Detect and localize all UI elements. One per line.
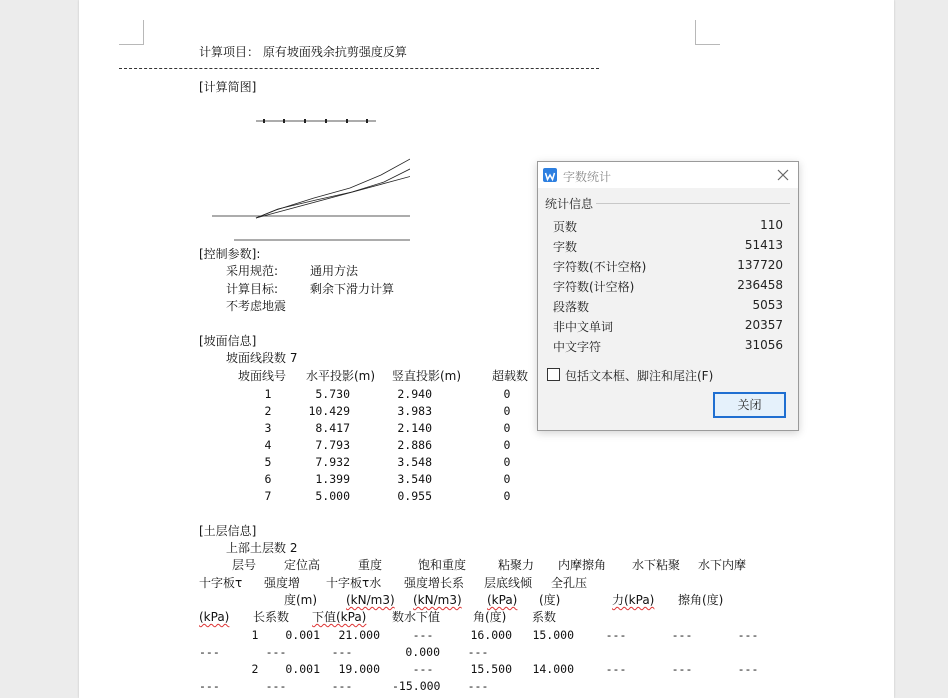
soil-header-cell: 十字板τ水 [326, 576, 382, 590]
soil-header-cell: (kN/m3) [346, 593, 395, 607]
slope-count: 坡面线段数 7 [226, 351, 298, 365]
soil-cell: 15.500 [470, 662, 512, 676]
stat-value: 31056 [744, 338, 783, 352]
soil-cell: 1 [251, 628, 259, 642]
slope-cell: 2 [264, 404, 272, 418]
stat-row [553, 278, 783, 296]
soil-cell: --- [605, 662, 627, 676]
slope-cell: 1 [264, 387, 272, 401]
soil-cell: --- [412, 628, 434, 642]
ctrl-key-3: 不考虑地震 [226, 299, 287, 313]
soil-header-cell: (度) [539, 593, 561, 607]
stat-label: 页数 [553, 220, 578, 234]
soil-cell: -15.000 [392, 679, 441, 693]
soil-cell: --- [671, 628, 693, 642]
slope-cell: 3.548 [397, 455, 432, 469]
slope-cell: 4 [264, 438, 272, 452]
word-count-dialog [537, 161, 799, 431]
include-textbox-footnote-label[interactable]: 包括文本框、脚注和尾注(F) [565, 369, 714, 383]
slope-cell: 3 [264, 421, 272, 435]
soil-header-cell: 十字板τ [199, 576, 243, 590]
slope-header-2: 水平投影(m) [306, 369, 376, 383]
stat-value: 137720 [737, 258, 783, 272]
section-control: [控制参数]: [199, 247, 261, 261]
slope-header-1: 坡面线号 [238, 369, 287, 383]
slope-cell: 3.540 [397, 472, 432, 486]
soil-cell: 0.001 [285, 662, 320, 676]
ctrl-val-1: 通用方法 [310, 264, 359, 278]
soil-cell: --- [467, 679, 489, 693]
soil-header-cell: 系数 [532, 610, 557, 624]
soil-header-cell: (kPa) [199, 610, 230, 624]
soil-header-cell: 水下粘聚 [632, 558, 681, 572]
soil-cell: 16.000 [470, 628, 512, 642]
slope-cell: 1.399 [315, 472, 350, 486]
soil-cell: --- [199, 679, 220, 693]
stat-label: 非中文单词 [553, 320, 614, 334]
stat-label: 字数 [553, 240, 578, 254]
soil-header-cell: 粘聚力 [498, 558, 535, 572]
slope-cell: 7.793 [315, 438, 350, 452]
soil-header-cell: 重度 [358, 558, 383, 572]
stat-row [553, 218, 783, 236]
soil-header-cell: 层底线倾 [484, 576, 533, 590]
soil-cell: 15.000 [532, 628, 574, 642]
slope-cell: 0 [503, 472, 511, 486]
stat-label: 中文字符 [553, 340, 602, 354]
soil-cell: 19.000 [338, 662, 380, 676]
soil-header-cell: 角(度) [473, 610, 507, 624]
soil-cell: --- [199, 645, 220, 659]
slope-cell: 0 [503, 438, 511, 452]
page-corner-mark-left [119, 20, 144, 45]
slope-cell: 0 [503, 455, 511, 469]
soil-header-cell: 内摩擦角 [558, 558, 607, 572]
stats-section-label: 统计信息 [545, 197, 594, 211]
stat-row [553, 318, 783, 336]
slope-cell: 7.932 [315, 455, 350, 469]
dialog-title: 字数统计 [563, 170, 612, 184]
soil-cell: --- [467, 645, 489, 659]
soil-header-cell: 饱和重度 [418, 558, 467, 572]
soil-header-cell: 强度增 [264, 576, 301, 590]
stat-value: 236458 [737, 278, 783, 292]
slope-cell: 0 [503, 387, 511, 401]
slope-header-3: 竖直投影(m) [392, 369, 462, 383]
soil-cell: --- [737, 628, 759, 642]
soil-cell: --- [265, 679, 287, 693]
separator-line [119, 68, 599, 69]
stat-row [553, 338, 783, 356]
soil-header-cell: 层号 [232, 558, 257, 572]
soil-cell: 21.000 [338, 628, 380, 642]
slope-cell: 2.940 [397, 387, 432, 401]
soil-cell: --- [265, 645, 287, 659]
section-slope: [坡面信息] [199, 334, 257, 348]
soil-count: 上部土层数 2 [226, 541, 298, 555]
slope-cell: 0 [503, 404, 511, 418]
soil-header-cell: 数水下值 [392, 610, 441, 624]
calc-title: 计算项目： 原有坡面残余抗剪强度反算 [199, 45, 407, 59]
soil-cell: 2 [251, 662, 259, 676]
wps-app-icon [543, 168, 557, 182]
dialog-titlebar[interactable] [538, 162, 798, 188]
slope-diagram [128, 112, 410, 242]
section-soil: [土层信息] [199, 524, 257, 538]
soil-header-cell: 长系数 [253, 610, 290, 624]
soil-header-cell: 度(m) [284, 593, 318, 607]
soil-cell: 0.000 [405, 645, 440, 659]
stat-label: 字符数(计空格) [553, 280, 635, 294]
page-corner-mark-right [695, 20, 720, 45]
soil-cell: --- [331, 679, 353, 693]
soil-header-cell: (kPa) [487, 593, 518, 607]
slope-cell: 10.429 [308, 404, 350, 418]
soil-header-cell: 力(kPa) [612, 593, 655, 607]
soil-header-cell: 擦角(度) [678, 593, 724, 607]
section-divider [596, 203, 790, 204]
slope-cell: 8.417 [315, 421, 350, 435]
ctrl-val-2: 剩余下滑力计算 [310, 282, 395, 296]
soil-cell: 0.001 [285, 628, 320, 642]
stat-label: 字符数(不计空格) [553, 260, 647, 274]
stat-row [553, 258, 783, 276]
slope-cell: 6 [264, 472, 272, 486]
slope-cell: 7 [264, 489, 272, 503]
ctrl-key-2: 计算目标: [226, 282, 279, 296]
slope-cell: 5.730 [315, 387, 350, 401]
slope-header-4: 超载数 [492, 369, 529, 383]
include-textbox-footnote-checkbox[interactable] [547, 368, 560, 381]
slope-cell: 0 [503, 421, 511, 435]
soil-header-cell: 水下内摩 [698, 558, 747, 572]
section-diagram: [计算简图] [199, 80, 257, 94]
stat-label: 段落数 [553, 300, 590, 314]
soil-header-cell: 强度增长系 [404, 576, 465, 590]
stat-row [553, 238, 783, 256]
soil-cell: --- [412, 662, 434, 676]
ctrl-key-1: 采用规范: [226, 264, 279, 278]
soil-cell: --- [605, 628, 627, 642]
close-button[interactable]: 关闭 [713, 392, 786, 418]
slope-cell: 0 [503, 489, 511, 503]
soil-header-cell: 定位高 [284, 558, 321, 572]
slope-cell: 5.000 [315, 489, 350, 503]
close-icon[interactable] [775, 167, 791, 183]
slope-cell: 2.140 [397, 421, 432, 435]
soil-cell: --- [331, 645, 353, 659]
slope-cell: 2.886 [397, 438, 432, 452]
stat-row [553, 298, 783, 316]
slope-cell: 0.955 [397, 489, 432, 503]
slope-cell: 5 [264, 455, 272, 469]
soil-header-cell: 全孔压 [551, 576, 588, 590]
soil-cell: --- [737, 662, 759, 676]
soil-cell: --- [671, 662, 693, 676]
stat-value: 5053 [752, 298, 783, 312]
soil-header-cell: (kN/m3) [413, 593, 462, 607]
soil-header-cell: 下值(kPa) [312, 610, 367, 624]
stat-value: 51413 [744, 238, 783, 252]
soil-cell: 14.000 [532, 662, 574, 676]
stat-value: 20357 [744, 318, 783, 332]
stat-value: 110 [760, 218, 783, 232]
slope-cell: 3.983 [397, 404, 432, 418]
